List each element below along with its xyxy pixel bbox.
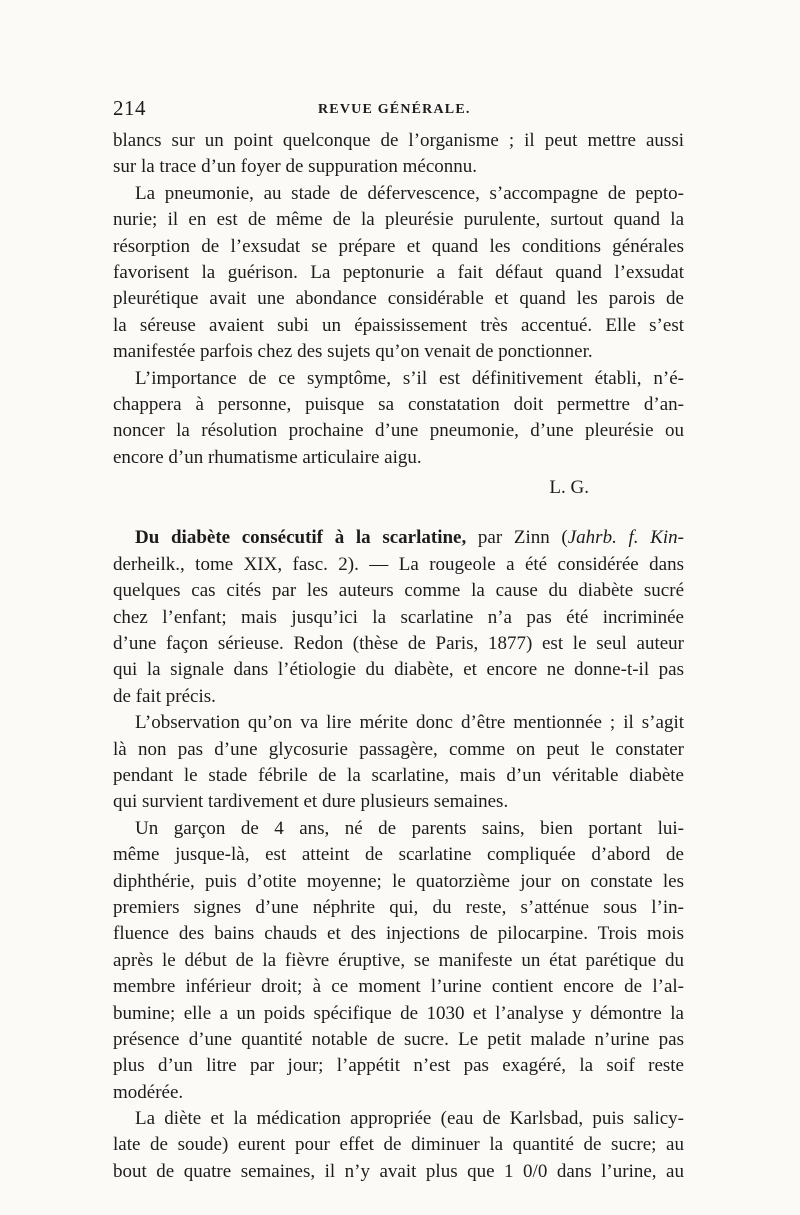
running-title: REVUE GÉNÉRALE.	[318, 102, 471, 117]
text-line: late de soude) eurent pour effet de diminuer la quantité de sucre; au	[113, 1134, 684, 1156]
text-line: sur la trace d’un foyer de suppuration méconnu.	[113, 156, 478, 178]
article-title: Du diabète consécutif à la scarlatine,	[135, 527, 467, 549]
text-line: même jusque-là, est atteint de scarlatine compliquée d’abord de	[113, 844, 684, 866]
paragraph-case	[113, 816, 684, 1106]
text-line: là non pas d’une glycosurie passagère, comme on peut le constater	[113, 738, 684, 760]
paragraph-observation	[113, 710, 684, 816]
text-line: noncer la résolution prochaine d’une pneumonie, d’une pleurésie ou	[113, 420, 684, 442]
text-line: bout de quatre semaines, il n’y avait plus que 1 0/0 dans l’urine, au	[113, 1160, 684, 1182]
text-line: plus d’un litre par jour; l’appétit n’est pas exagéré, la soif reste	[113, 1055, 684, 1077]
text-line: fluence des bains chauds et des injections de pilocarpine. Trois mois	[113, 923, 684, 945]
text-line: premiers signes d’une néphrite qui, du reste, s’atténue sous l’in-	[113, 896, 684, 918]
text-line: derheilk., tome XIX, fasc. 2). — La rougeole a été considérée dans	[113, 553, 684, 575]
article-heading-line	[113, 525, 684, 551]
paragraph-continuation	[113, 128, 684, 181]
text-line: pendant le stade fébrile de la scarlatine, mais d’un véritable diabète	[113, 764, 684, 786]
text-line: après le début de la fièvre éruptive, se manifeste un état parétique du	[113, 949, 684, 971]
paragraph-importance	[113, 366, 684, 472]
text-line: chappera à personne, puisque sa constatation doit permettre d’an-	[113, 393, 684, 415]
article-author: par Zinn (	[466, 527, 568, 549]
page-header	[113, 96, 684, 126]
text-line: favorisent la guérison. La peptonurie a fait défaut quand l’exsudat	[113, 261, 684, 283]
text-line: chez l’enfant; mais jusqu’ici la scarlatine n’a pas été incriminée	[113, 606, 684, 628]
text-line: quelques cas cités par les auteurs comme la cause du diabète sucré	[113, 580, 684, 602]
section-gap	[113, 501, 684, 525]
text-line: Un garçon de 4 ans, né de parents sains, bien portant lui-	[135, 817, 684, 839]
text-line: L’observation qu’on va lire mérite donc d’être mentionnée ; il s’agit	[135, 712, 684, 734]
text-line: pleurétique avait une abondance considérable et quand les parois de	[113, 288, 684, 310]
text-line: présence d’une quantité notable de sucre. Le petit malade n’urine pas	[113, 1028, 684, 1050]
paragraph-treatment	[113, 1106, 684, 1185]
text-line: modérée.	[113, 1081, 184, 1103]
article-reference: Jahrb. f. Kin-	[567, 527, 684, 549]
author-signature: L. G.	[549, 477, 589, 499]
text-line: encore d’un rhumatisme articulaire aigu.	[113, 446, 422, 468]
page-number: 214	[113, 96, 146, 120]
text-line: La pneumonie, au stade de défervescence, s’accompagne de pepto-	[135, 182, 684, 204]
text-line: la séreuse avaient subi un épaississement très accentué. Elle s’est	[113, 314, 684, 336]
text-line: de fait précis.	[113, 685, 216, 707]
text-line: La diète et la médication appropriée (eau de Karlsbad, puis salicy-	[135, 1108, 684, 1130]
text-line: blancs sur un point quelconque de l’organisme ; il peut mettre aussi	[113, 130, 684, 151]
text-line: résorption de l’exsudat se prépare et quand les conditions générales	[113, 235, 684, 257]
text-line: bumine; elle a un poids spécifique de 1030 et l’analyse y démontre la	[113, 1002, 684, 1024]
paragraph-pneumonie	[113, 181, 684, 366]
body-text	[113, 128, 684, 1185]
text-line: nurie; il en est de même de la pleurésie purulente, surtout quand la	[113, 209, 684, 231]
paragraph-intro	[113, 552, 684, 710]
text-line: qui la signale dans l’étiologie du diabète, et encore ne donne-t-il pas	[113, 659, 684, 681]
text-line: membre inférieur droit; à ce moment l’urine contient encore de l’al-	[113, 976, 684, 998]
text-line: qui survient tardivement et dure plusieurs semaines.	[113, 791, 509, 813]
text-line: diphthérie, puis d’otite moyenne; le quatorzième jour on constate les	[113, 870, 684, 892]
text-line: manifestée parfois chez des sujets qu’on venait de ponctionner.	[113, 341, 593, 363]
text-line: d’une façon sérieuse. Redon (thèse de Paris, 1877) est le seul auteur	[113, 633, 684, 655]
text-line: L’importance de ce symptôme, s’il est définitivement établi, n’é-	[135, 367, 684, 389]
